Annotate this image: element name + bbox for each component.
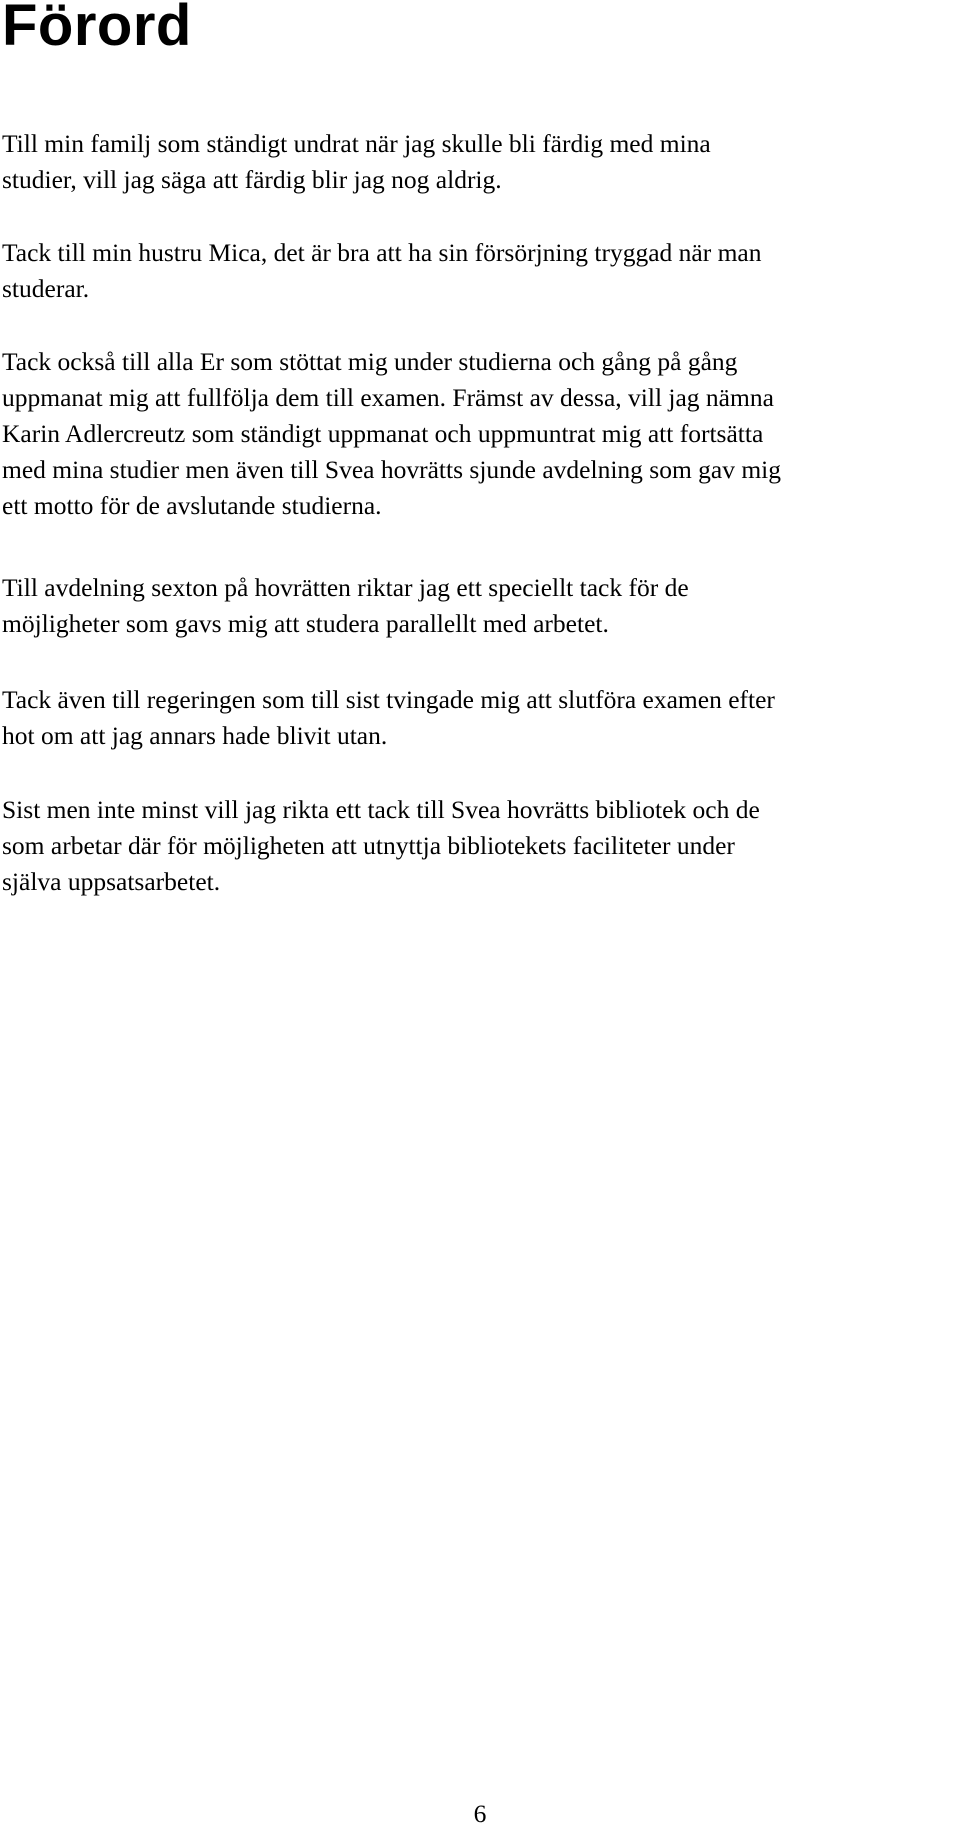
paragraph-library	[2, 792, 957, 900]
paragraph-line: Till avdelning sexton på hovrätten riktar jag ett speciellt tack för de	[2, 573, 689, 602]
paragraph-supporters	[2, 344, 957, 524]
paragraph-wife	[2, 235, 957, 307]
paragraph-line: själva uppsatsarbetet.	[2, 867, 221, 896]
paragraph-line: Tack också till alla Er som stöttat mig under studierna och gång på gång	[2, 347, 738, 376]
page-title: Förord	[2, 0, 192, 58]
paragraph-line: ett motto för de avslutande studierna.	[2, 491, 382, 520]
paragraph-line: uppmanat mig att fullfölja dem till examen. Främst av dessa, vill jag nämna	[2, 383, 774, 412]
paragraph-line: Tack till min hustru Mica, det är bra att ha sin försörjning tryggad när man	[2, 238, 762, 267]
paragraph-line: möjligheter som gavs mig att studera parallellt med arbetet.	[2, 609, 609, 638]
paragraph-line: studier, vill jag säga att färdig blir jag nog aldrig.	[2, 165, 502, 194]
paragraph-line: studerar.	[2, 274, 90, 303]
paragraph-family	[2, 126, 957, 198]
paragraph-line: som arbetar där för möjligheten att utnyttja bibliotekets faciliteter under	[2, 831, 735, 860]
paragraph-line: Sist men inte minst vill jag rikta ett tack till Svea hovrätts bibliotek och de	[2, 795, 760, 824]
paragraph-department	[2, 570, 957, 642]
paragraph-line: hot om att jag annars hade blivit utan.	[2, 721, 388, 750]
paragraph-government	[2, 682, 957, 754]
paragraph-line: Till min familj som ständigt undrat när jag skulle bli färdig med mina	[2, 129, 711, 158]
paragraph-line: med mina studier men även till Svea hovrätts sjunde avdelning som gav mig	[2, 455, 782, 484]
paragraph-line: Tack även till regeringen som till sist tvingade mig att slutföra examen efter	[2, 685, 775, 714]
page-number: 6	[473, 1799, 487, 1828]
paragraph-line: Karin Adlercreutz som ständigt uppmanat och uppmuntrat mig att fortsätta	[2, 419, 764, 448]
